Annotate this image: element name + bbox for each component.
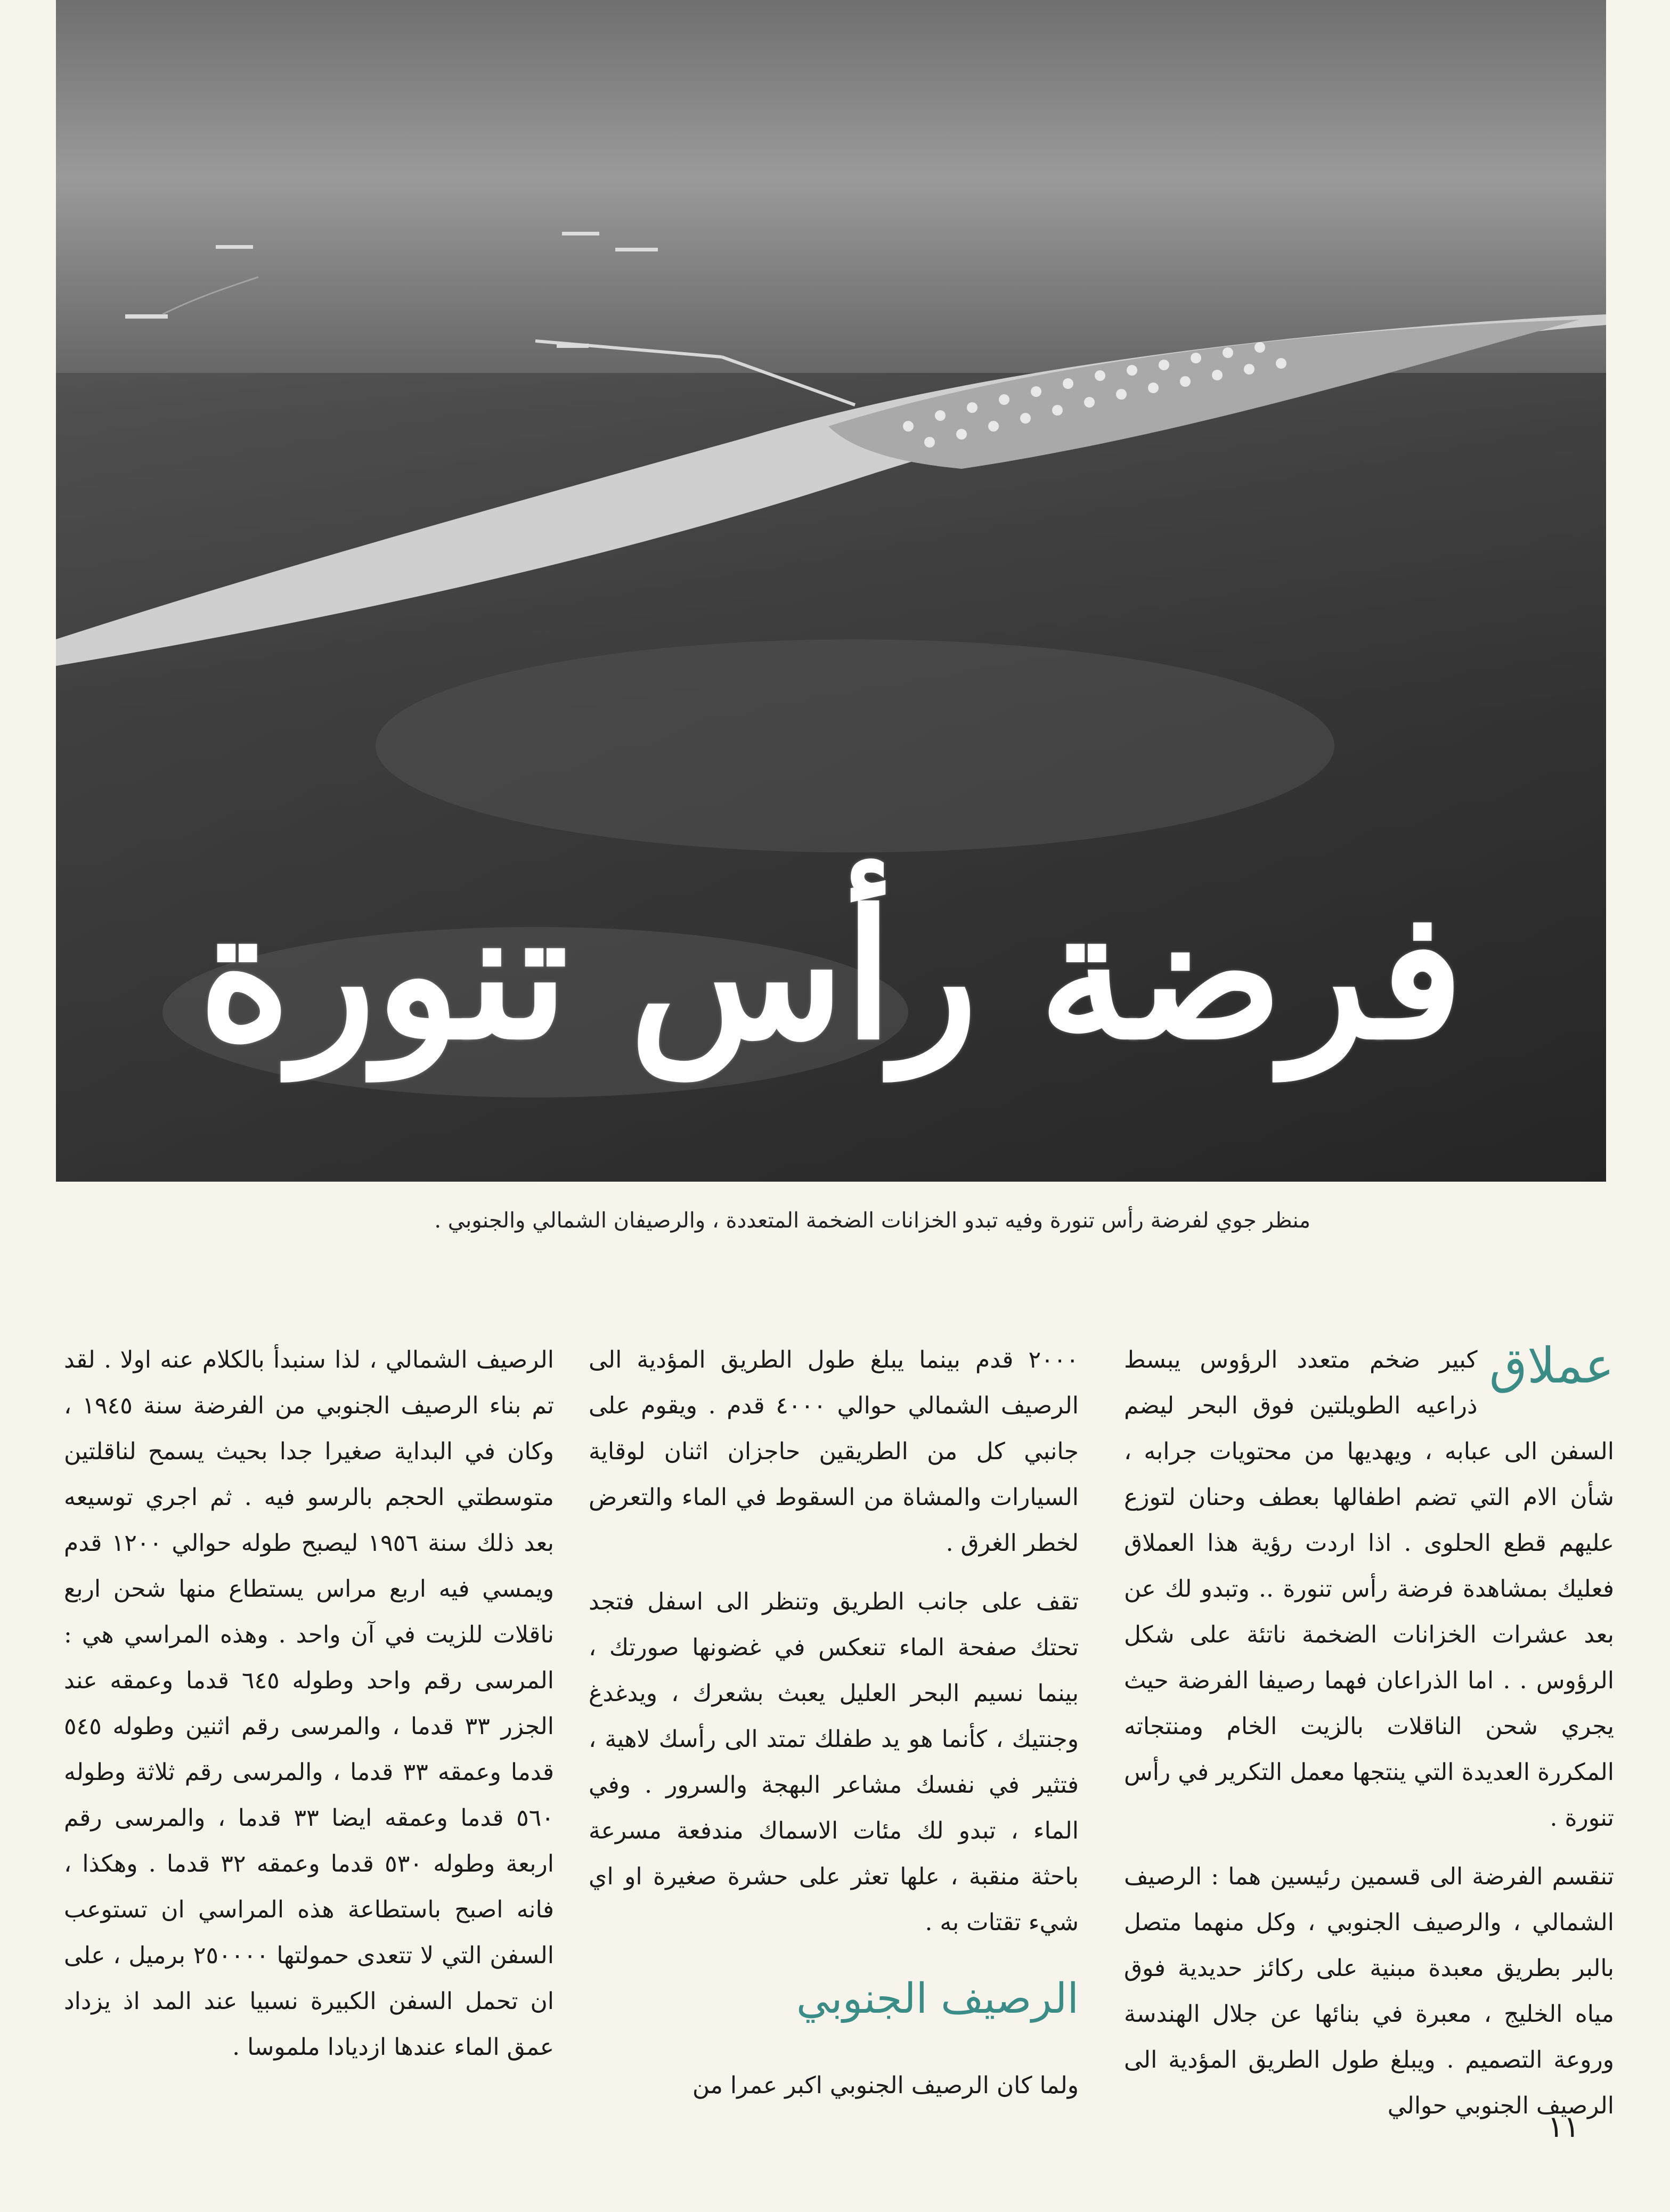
paragraph: تقف على جانب الطريق وتنظر الى اسفل فتجد تحتك صفحة الماء تنعكس في غضونها صورتك ، بينما نسيم البحر العليل يعبث بشعرك ، ويدغدغ وجنتيك ، كأنما هو يد طفلك تمتد الى رأسك لاهية ، فتثير في نفسك مشاعر البهجة والسرور . وفي الماء ، تبدو لك مئات الاسماك مندفعة مسرعة باحثة منقبة ، علها تعثر على حشرة صغيرة او اي شيء تقتات به .	[589, 1588, 1079, 1936]
paragraph: ٢٠٠٠ قدم بينما يبلغ طول الطريق المؤدية الى الرصيف الشمالي حوالي ٤٠٠٠ قدم . ويقوم على جانبي كل من الطريقين حاجزان اثنان لوقاية السيارات والمشاة من السقوط في الماء والتعرض لخطر الغرق .	[589, 1346, 1079, 1557]
paragraph	[1124, 1337, 1614, 1841]
paragraph: تنقسم الفرضة الى قسمين رئيسين هما : الرصيف الشمالي ، والرصيف الجنوبي ، وكل منهما متصل بالبر بطريق معبدة مبنية على ركائز حديدية فوق مياه الخليج ، معبرة في بنائها عن جلال الهندسة وروعة التصميم . ويبلغ طول الطريق المؤدية الى الرصيف الجنوبي حوالي	[1124, 1863, 1614, 2119]
section-heading: الرصيف الجنوبي	[796, 1975, 1079, 2023]
photo-title: فرضة رأس تنورة	[198, 872, 1464, 1078]
page-number: ١١	[1547, 2110, 1580, 2144]
photo-caption: منظر جوي لفرضة رأس تنورة وفيه تبدو الخزانات الضخمة المتعددة ، والرصيفان الشمالي والجنوبي .	[434, 1208, 1310, 1233]
drop-word: عملاق	[1489, 1337, 1614, 1394]
article-column-right	[1124, 1337, 1614, 2119]
article-column-left	[64, 1337, 554, 2072]
article-column-middle	[589, 1337, 1079, 2099]
paragraph-text: كبير ضخم متعدد الرؤوس يبسط ذراعيه الطويلتين فوق البحر ليضم السفن الى عبابه ، ويهديها من محتويات جرابه ، شأن الام التي تضم اطفالها بعطف وحنان لتوزع عليهم قطع الحلوى . اذا اردت رؤية هذا العملاق فعليك بمشاهدة فرضة رأس تنورة .. وتبدو لك عن بعد عشرات الخزانات الضخمة ناتئة على شكل الرؤوس . . اما الذراعان فهما رصيفا الفرضة حيث يجري شحن الناقلات بالزيت الخام ومنتجاته المكررة العديدة التي ينتجها معمل التكرير في رأس تنورة .	[1124, 1346, 1614, 1832]
paragraph: الرصيف الشمالي ، لذا سنبدأ بالكلام عنه اولا . لقد تم بناء الرصيف الجنوبي من الفرضة سنة ١٩٤٥ ، وكان في البداية صغيرا جدا بحيث يسمح لناقلتين متوسطتي الحجم بالرسو فيه . ثم اجري توسيعه بعد ذلك سنة ١٩٥٦ ليصبح طوله حوالي ١٢٠٠ قدم ويمسي فيه اربع مراس يستطاع منها شحن اربع ناقلات للزيت في آن واحد . وهذه المراسي هي : المرسى رقم واحد وطوله ٦٤٥ قدما وعمقه عند الجزر ٣٣ قدما ، والمرسى رقم اثنين وطوله ٥٤٥ قدما وعمقه ٣٣ قدما ، والمرسى رقم ثلاثة وطوله ٥٦٠ قدما وعمقه ايضا ٣٣ قدما ، والمرسى رقم اربعة وطوله ٥٣٠ قدما وعمقه ٣٢ قدما . وهكذا ، فانه اصبح باستطاعة هذه المراسي ان تستوعب السفن التي لا تتعدى حمولتها ٢٥٠٠٠٠ برميل ، على ان تحمل السفن الكبيرة نسبيا عند المد اذ يزداد عمق الماء عندها ازديادا ملموسا .	[64, 1346, 555, 2061]
paragraph: ولما كان الرصيف الجنوبي اكبر عمرا من	[692, 2072, 1079, 2099]
